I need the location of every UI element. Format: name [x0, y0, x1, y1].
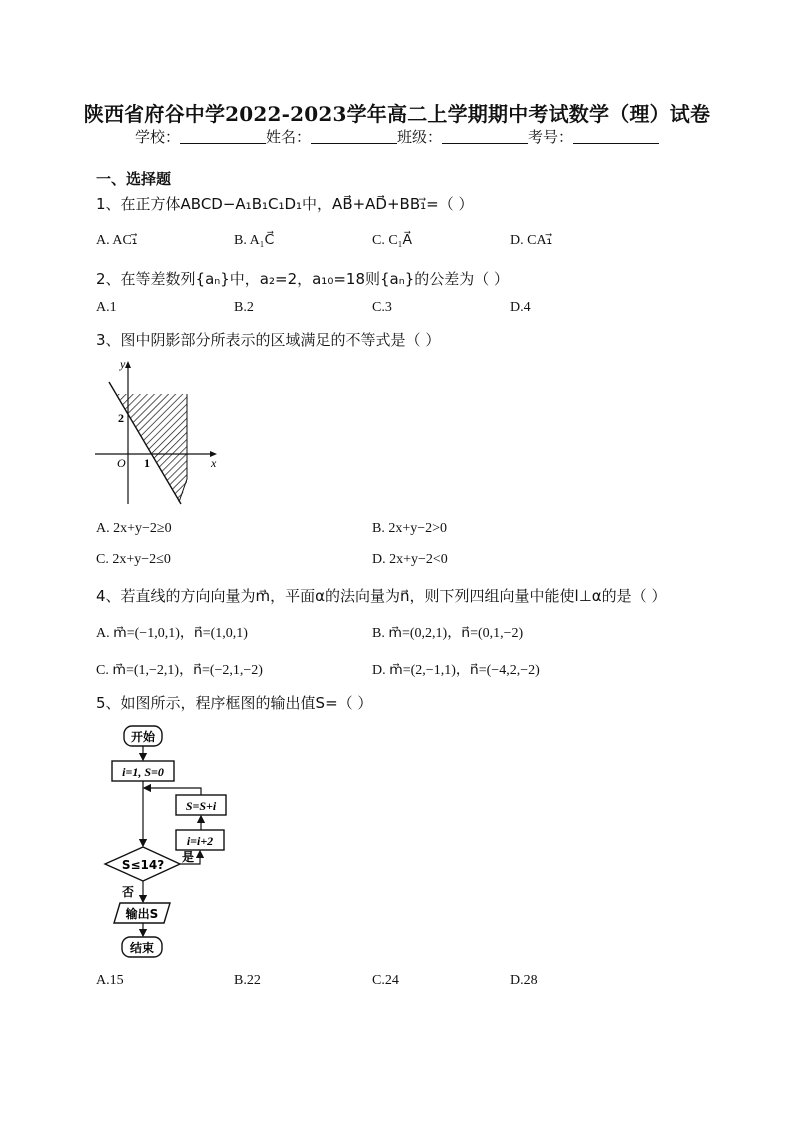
field-school-blank[interactable]: [180, 129, 266, 144]
q5-option-d[interactable]: D.28: [510, 973, 538, 988]
flow-update-i-label: i=i+2: [186, 834, 214, 848]
q2-option-d[interactable]: D.4: [510, 300, 531, 315]
flow-start-label: 开始: [130, 730, 156, 744]
q3-option-c[interactable]: C. 2x+y−2≤0: [96, 552, 171, 567]
y-axis-label: y: [120, 357, 126, 371]
section-title: 一、选择题: [96, 170, 172, 188]
flow-init-label: i=1, S=0: [122, 765, 164, 779]
q3-region-figure: [95, 354, 225, 509]
q4-option-b[interactable]: B. m⃗=(0,2,1)，n⃗=(0,1,−2): [372, 626, 524, 641]
question-5-stem: 5、如图所示，程序框图的输出值S=（ ）: [96, 694, 373, 712]
field-name-label: 姓名：: [265, 128, 311, 146]
student-info-line: [0, 126, 794, 147]
q3-option-a[interactable]: A. 2x+y−2≥0: [96, 521, 172, 536]
field-class-blank[interactable]: [442, 129, 528, 144]
question-4-stem: 4、若直线的方向向量为m⃗，平面α的法向量为n⃗，则下列四组向量中能使l⊥α的是（ ）: [96, 587, 667, 605]
q3-option-d[interactable]: D. 2x+y−2<0: [372, 552, 448, 567]
q1-option-a[interactable]: A. AC₁⃗: [96, 233, 138, 248]
q1-option-b[interactable]: B. A₁C⃗: [234, 233, 275, 248]
flow-update-s-label: S=S+i: [185, 799, 217, 813]
field-number-label: 考号：: [528, 128, 574, 146]
field-school-label: 学校：: [134, 128, 180, 146]
field-name-blank[interactable]: [311, 129, 397, 144]
q2-option-c[interactable]: C.3: [372, 300, 392, 315]
field-class-label: 班级：: [397, 128, 443, 146]
q4-option-c[interactable]: C. m⃗=(1,−2,1)，n⃗=(−2,1,−2): [96, 663, 263, 678]
q4-option-a[interactable]: A. m⃗=(−1,0,1)，n⃗=(1,0,1): [96, 626, 248, 641]
q5-option-b[interactable]: B.22: [234, 973, 261, 988]
flow-yes-label: 是: [182, 850, 195, 864]
flow-end-label: 结束: [129, 941, 155, 955]
flow-condition-label: S≤14?: [121, 858, 165, 872]
flow-output-label: 输出S: [125, 907, 159, 921]
question-2-stem: 2、在等差数列{aₙ}中，a₂=2，a₁₀=18则{aₙ}的公差为（ ）: [96, 270, 510, 288]
question-1-stem: 1、在正方体ABCD−A₁B₁C₁D₁中，AB⃗+AD⃗+BB₁⃗=（ ）: [96, 195, 474, 213]
q2-option-a[interactable]: A.1: [96, 300, 117, 315]
y-axis-arrow: [125, 361, 131, 368]
q5-flowchart: [100, 722, 235, 962]
q1-option-c[interactable]: C. C₁A⃗: [372, 233, 413, 248]
q5-option-a[interactable]: A.15: [96, 973, 124, 988]
y-tick-label: 2: [118, 411, 124, 425]
flow-no-label: 否: [122, 885, 135, 899]
x-tick-label: 1: [144, 456, 150, 470]
question-3-stem: 3、图中阴影部分所表示的区域满足的不等式是（ ）: [96, 331, 441, 349]
field-number-blank[interactable]: [573, 129, 659, 144]
origin-label: O: [117, 456, 126, 470]
x-axis-label: x: [211, 456, 217, 470]
q2-option-b[interactable]: B.2: [234, 300, 254, 315]
q4-option-d[interactable]: D. m⃗=(2,−1,1)，n⃗=(−4,2,−2): [372, 663, 540, 678]
q1-option-d[interactable]: D. CA₁⃗: [510, 233, 553, 248]
page-title: 陕西省府谷中学2022-2023学年高二上学期期中考试数学（理）试卷: [83, 102, 711, 126]
q5-option-c[interactable]: C.24: [372, 973, 399, 988]
q3-option-b[interactable]: B. 2x+y−2>0: [372, 521, 448, 536]
